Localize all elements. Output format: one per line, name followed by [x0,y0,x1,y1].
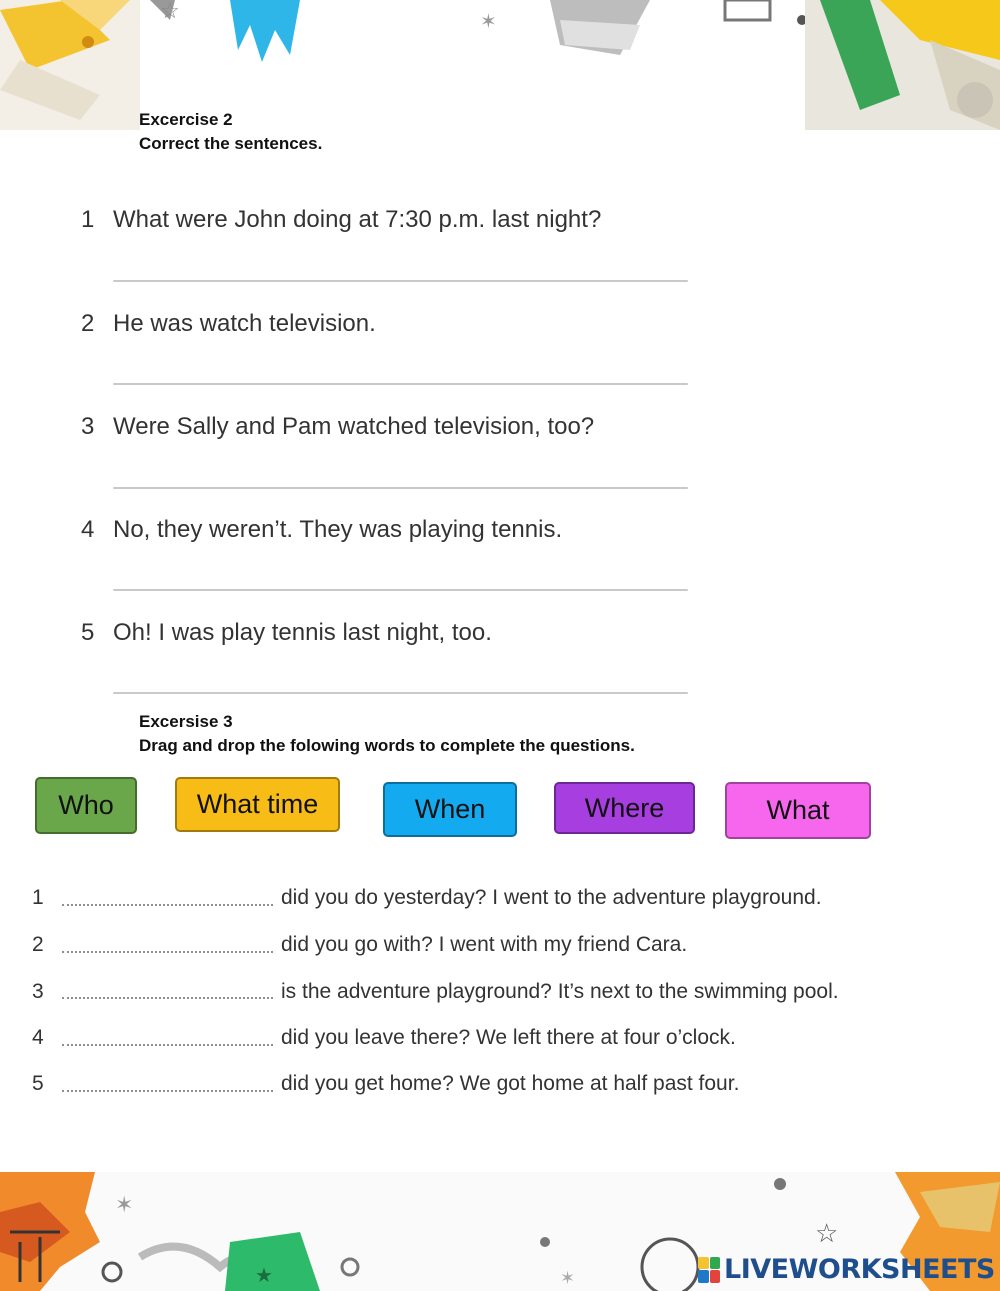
exercise2-instruction: Correct the sentences. [139,134,323,153]
question-text: did you get home? We got home at half past four. [281,1072,740,1095]
sentence-number: 4 [81,516,95,543]
sentence-text: Oh! I was play tennis last night, too. [113,619,492,646]
svg-text:☆: ☆ [815,1218,839,1248]
question-number: 4 [32,1026,44,1049]
logo-badge-icon [698,1257,720,1283]
exercise3-title: Excersise 3 [139,712,233,731]
sentence-text: What were John doing at 7:30 p.m. last night? [113,206,602,233]
question-number: 2 [32,933,44,956]
exercise3-instruction: Drag and drop the folowing words to complete the questions. [139,736,635,755]
brand-name: LIVEWORKSHEETS [724,1254,995,1285]
liveworksheets-logo [698,1254,995,1285]
sentence-text: He was watch television. [113,310,376,337]
answer-line[interactable] [113,383,688,385]
word-what[interactable]: What [725,782,871,839]
drop-slot[interactable] [62,997,273,999]
sentence-number: 1 [81,206,95,233]
drop-slot[interactable] [62,1090,273,1092]
word-who[interactable]: Who [35,777,137,834]
answer-line[interactable] [113,487,688,489]
answer-line[interactable] [113,280,688,282]
drop-slot[interactable] [62,904,273,906]
exercise2-title: Excercise 2 [139,110,233,129]
sentence-text: Were Sally and Pam watched television, too? [113,413,595,440]
answer-line[interactable] [113,692,688,694]
svg-text:★: ★ [255,1265,273,1287]
question-number: 1 [32,886,44,909]
question-text: did you go with? I went with my friend Cara. [281,933,688,956]
drop-slot[interactable] [62,1044,273,1046]
drop-slot[interactable] [62,951,273,953]
question-text: did you leave there? We left there at four o’clock. [281,1026,736,1049]
svg-text:☆: ☆ [160,0,180,23]
question-number: 5 [32,1072,44,1095]
question-text: did you do yesterday? I went to the adventure playground. [281,886,822,909]
answer-line[interactable] [113,589,688,591]
word-what-time[interactable]: What time [175,777,340,832]
question-text: is the adventure playground? It’s next to the swimming pool. [281,980,839,1003]
word-when[interactable]: When [383,782,517,837]
svg-text:✶: ✶ [480,11,497,33]
sentence-number: 5 [81,619,95,646]
word-where[interactable]: Where [554,782,695,834]
sentence-number: 2 [81,310,95,337]
svg-text:✶: ✶ [115,1192,134,1217]
sentence-number: 3 [81,413,95,440]
svg-text:✶: ✶ [560,1268,576,1288]
sentence-text: No, they weren’t. They was playing tennis. [113,516,563,543]
question-number: 3 [32,980,44,1003]
